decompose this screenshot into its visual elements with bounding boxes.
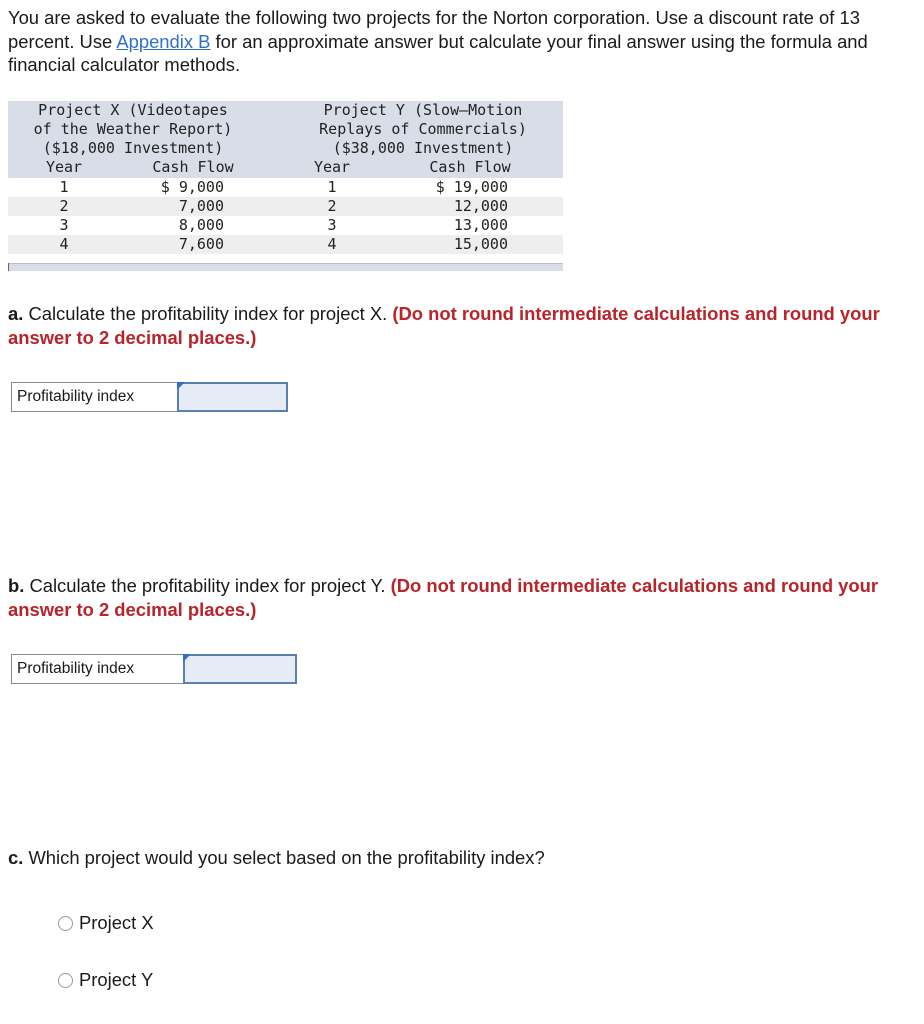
project-x-title: Project X (Videotapes [38, 101, 228, 119]
project-x-year-header: Year [45, 158, 83, 176]
question-a-label: a. [8, 303, 24, 324]
radio-button-icon[interactable] [58, 973, 73, 988]
project-y-year: 2 [327, 197, 337, 215]
cash-flow-table [8, 101, 563, 271]
profitability-index-label-a: Profitability index [11, 382, 177, 412]
table-footer-bar [8, 263, 563, 271]
profitability-index-input-b[interactable] [183, 654, 297, 684]
project-x-cash: 7,600 [178, 235, 224, 253]
project-x-year: 3 [59, 216, 69, 234]
project-y-subtitle: Replays of Commercials) [319, 120, 527, 138]
project-y-year-header: Year [313, 158, 351, 176]
question-a [8, 302, 908, 349]
question-b-instruction: (Do not round intermediate calculations and round your answer to 2 decimal places.) [8, 575, 879, 620]
question-a-instruction: (Do not round intermediate calculations and round your answer to 2 decimal places.) [8, 303, 880, 348]
option-project-y[interactable] [58, 969, 153, 991]
profitability-index-field-a-wrap [177, 382, 288, 412]
project-y-cash: 15,000 [453, 235, 508, 253]
appendix-b-link[interactable]: Appendix B [116, 30, 211, 52]
project-y-year: 3 [327, 216, 337, 234]
project-x-cash: $ 9,000 [160, 178, 224, 196]
project-y-cash-header: Cash Flow [429, 158, 511, 176]
project-y-cash: $ 19,000 [435, 178, 508, 196]
project-x-year: 1 [59, 178, 69, 196]
option-project-y-label[interactable]: Project Y [79, 969, 154, 990]
project-y-year: 1 [327, 178, 337, 196]
project-x-investment: ($18,000 Investment) [42, 139, 224, 157]
question-c-label: c. [8, 847, 24, 868]
intro-text-continued: for an approximate answer but calculate your final answer using the formula and financial calculator methods. [8, 30, 868, 75]
project-x-year: 4 [59, 235, 69, 253]
project-y-cash: 13,000 [453, 216, 508, 234]
project-x-cash: 7,000 [178, 197, 224, 215]
project-x-cash: 8,000 [178, 216, 224, 234]
table-footer-tick [8, 263, 9, 271]
question-b-label: b. [8, 575, 25, 596]
profitability-index-input-a[interactable] [177, 382, 288, 412]
project-x-year: 2 [59, 197, 69, 215]
project-y-investment: ($38,000 Investment) [332, 139, 514, 157]
intro-text: You are asked to evaluate the following two projects for the Norton corporation. Use a discount rate of 13 percent. Use [8, 7, 860, 52]
radio-button-icon[interactable] [58, 916, 73, 931]
input-flag-icon [183, 654, 191, 662]
input-flag-icon [177, 382, 185, 390]
project-x-cash-header: Cash Flow [152, 158, 234, 176]
problem-statement [8, 6, 913, 77]
question-b [8, 574, 908, 621]
answer-row-b [11, 654, 297, 684]
project-y-year: 4 [327, 235, 337, 253]
question-c [8, 846, 908, 870]
question-a-text: Calculate the profitability index for project X. [23, 303, 393, 324]
option-project-x[interactable] [58, 912, 154, 934]
profitability-index-label-b: Profitability index [11, 654, 183, 684]
question-c-text: Which project would you select based on the profitability index? [23, 847, 545, 868]
question-b-text: Calculate the profitability index for project Y. [24, 575, 391, 596]
option-project-x-label[interactable]: Project X [79, 912, 154, 933]
profitability-index-field-b-wrap [183, 654, 297, 684]
project-y-cash: 12,000 [453, 197, 508, 215]
project-x-subtitle: of the Weather Report) [33, 120, 233, 138]
answer-row-a [11, 382, 288, 412]
project-y-title: Project Y (Slow–Motion [323, 101, 523, 119]
